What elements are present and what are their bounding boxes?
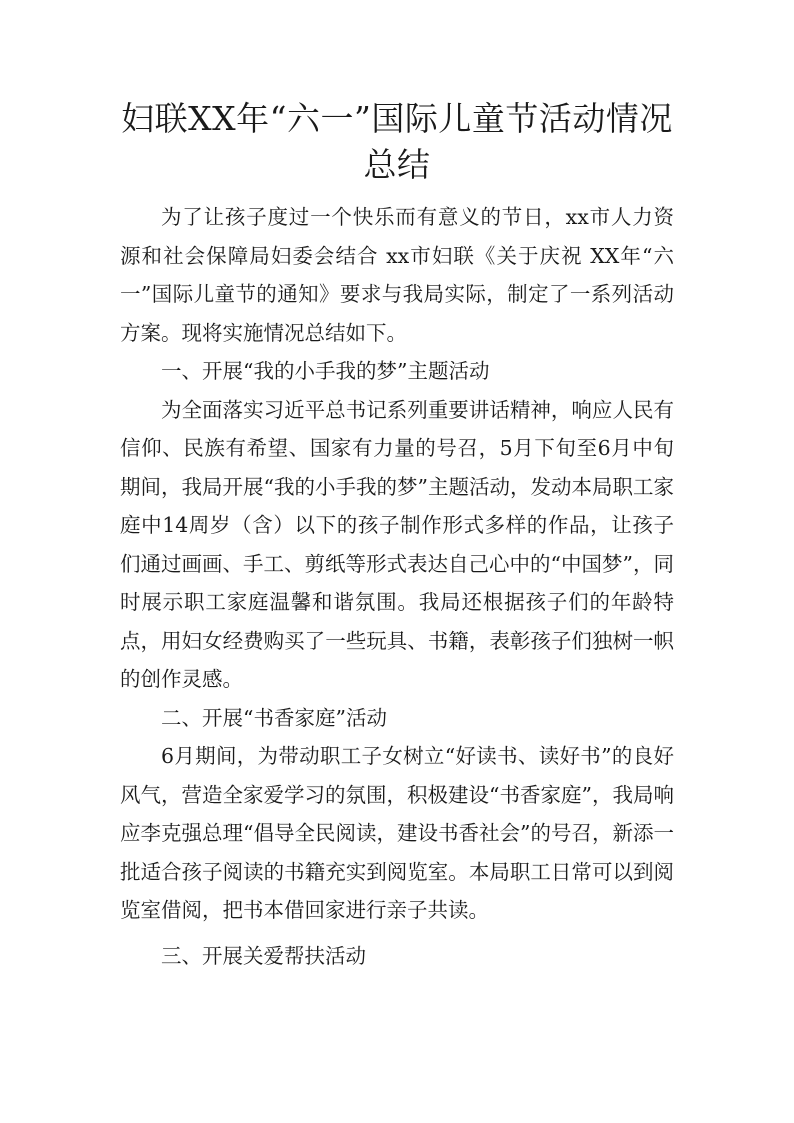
section-heading-2: 二、开展“书香家庭”活动 xyxy=(161,705,387,730)
section-1-paragraph: 为全面落实习近平总书记系列重要讲话精神，响应人民有信仰、民族有希望、国家有力量的号召，5月下旬至6月中旬期间，我局开展“我的小手我的梦”主题活动，发动本局职工家庭中14周岁（含）以下的孩子制作形式多样的作品，让孩子们通过画画、手工、剪纸等形式表达自己心中的“中国梦”，同时展示职工家庭温馨和谐氛围。我局还根据孩子们的年龄特点，用妇女经费购买了一些玩具、书籍，表彰孩子们独树一帜的创作灵感。 xyxy=(120,397,674,691)
document-title xyxy=(100,96,694,188)
intro-paragraph: 为了让孩子度过一个快乐而有意义的节日，xx市人力资源和社会保障局妇委会结合 xx市妇联《关于庆祝 XX年“六一”国际儿童节的通知》要求与我局实际，制定了一系列活动方案。现将实施情况总结如下。 xyxy=(120,205,674,345)
document-body xyxy=(120,198,674,975)
section-heading-1: 一、开展“我的小手我的梦”主题活动 xyxy=(161,359,490,383)
section-heading-3: 三、开展关爱帮扶活动 xyxy=(161,943,366,968)
title-line-2: 总结 xyxy=(363,145,431,184)
title-line-1: 妇联XX年“六一”国际儿童节活动情况 xyxy=(121,99,673,138)
section-2-paragraph: 6月期间，为带动职工子女树立“好读书、读好书”的良好风气，营造全家爱学习的氛围，积极建设“书香家庭”，我局响应李克强总理“倡导全民阅读，建设书香社会”的号召，新添一批适合孩子阅读的书籍充实到阅览室。本局职工日常可以到阅览室借阅，把书本借回家进行亲子共读。 xyxy=(120,744,674,922)
